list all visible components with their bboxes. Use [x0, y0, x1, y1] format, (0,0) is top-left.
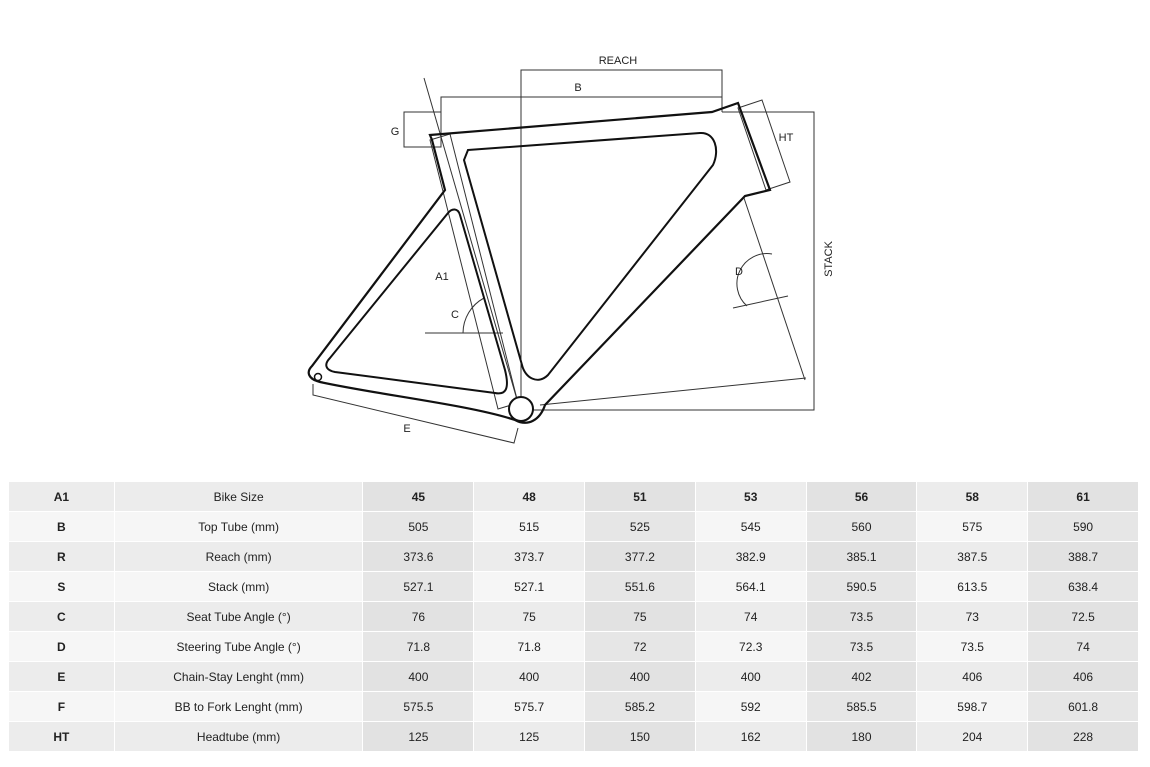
value-cell: 385.1 — [806, 542, 917, 572]
row-label-cell: Stack (mm) — [114, 572, 363, 602]
value-cell: 590 — [1028, 512, 1139, 542]
fork-axis — [744, 198, 805, 380]
c-label: C — [451, 309, 459, 321]
row-label-cell: Steering Tube Angle (°) — [114, 632, 363, 662]
value-cell: 73 — [917, 602, 1028, 632]
row-code-cell: S — [9, 572, 115, 602]
row-label-cell: Headtube (mm) — [114, 722, 363, 752]
row-code-cell: C — [9, 602, 115, 632]
value-cell: 527.1 — [474, 572, 585, 602]
value-cell: 598.7 — [917, 692, 1028, 722]
b-label: B — [574, 82, 582, 94]
a1-label: A1 — [435, 271, 449, 283]
row-label-cell: Chain-Stay Lenght (mm) — [114, 662, 363, 692]
row-label-cell: Top Tube (mm) — [114, 512, 363, 542]
value-cell: 150 — [585, 722, 696, 752]
row-code-cell: E — [9, 662, 115, 692]
size-cell: 58 — [917, 482, 1028, 512]
value-cell: 373.7 — [474, 542, 585, 572]
value-cell: 590.5 — [806, 572, 917, 602]
value-cell: 406 — [917, 662, 1028, 692]
value-cell: 373.6 — [363, 542, 474, 572]
value-cell: 402 — [806, 662, 917, 692]
value-cell: 73.5 — [806, 602, 917, 632]
table-row — [9, 602, 1139, 632]
value-cell: 73.5 — [806, 632, 917, 662]
value-cell: 74 — [695, 602, 806, 632]
row-code-cell: B — [9, 512, 115, 542]
value-cell: 575 — [917, 512, 1028, 542]
value-cell: 73.5 — [917, 632, 1028, 662]
bb-to-fork-line — [540, 378, 806, 405]
g-label: G — [390, 126, 400, 138]
header-label-cell: Bike Size — [114, 482, 363, 512]
table-row — [9, 722, 1139, 752]
value-cell: 400 — [695, 662, 806, 692]
value-cell: 228 — [1028, 722, 1139, 752]
table-row — [9, 632, 1139, 662]
value-cell: 638.4 — [1028, 572, 1139, 602]
seat-angle-arc — [463, 298, 484, 333]
value-cell: 382.9 — [695, 542, 806, 572]
geometry-table — [8, 481, 1139, 752]
value-cell: 505 — [363, 512, 474, 542]
table-row — [9, 662, 1139, 692]
table-row — [9, 692, 1139, 722]
row-code-cell: R — [9, 542, 115, 572]
value-cell: 75 — [585, 602, 696, 632]
geometry-table-body — [9, 482, 1139, 752]
bottom-bracket — [509, 397, 533, 421]
value-cell: 585.5 — [806, 692, 917, 722]
value-cell: 72.3 — [695, 632, 806, 662]
value-cell: 406 — [1028, 662, 1139, 692]
value-cell: 125 — [363, 722, 474, 752]
steer-angle-arc — [737, 254, 772, 306]
value-cell: 592 — [695, 692, 806, 722]
value-cell: 564.1 — [695, 572, 806, 602]
header-code-cell: A1 — [9, 482, 115, 512]
row-code-cell: F — [9, 692, 115, 722]
value-cell: 180 — [806, 722, 917, 752]
value-cell: 377.2 — [585, 542, 696, 572]
row-label-cell: BB to Fork Lenght (mm) — [114, 692, 363, 722]
value-cell: 388.7 — [1028, 542, 1139, 572]
value-cell: 613.5 — [917, 572, 1028, 602]
value-cell: 76 — [363, 602, 474, 632]
value-cell: 601.8 — [1028, 692, 1139, 722]
row-label-cell: Reach (mm) — [114, 542, 363, 572]
d-label: D — [735, 266, 743, 278]
size-cell: 61 — [1028, 482, 1139, 512]
value-cell: 575.7 — [474, 692, 585, 722]
row-code-cell: HT — [9, 722, 115, 752]
value-cell: 400 — [474, 662, 585, 692]
value-cell: 125 — [474, 722, 585, 752]
value-cell: 551.6 — [585, 572, 696, 602]
size-cell: 48 — [474, 482, 585, 512]
ht-label: HT — [778, 132, 794, 144]
row-code-cell: D — [9, 632, 115, 662]
size-cell: 56 — [806, 482, 917, 512]
value-cell: 71.8 — [363, 632, 474, 662]
stack-dimension-lines — [521, 112, 814, 410]
value-cell: 527.1 — [363, 572, 474, 602]
row-label-cell: Seat Tube Angle (°) — [114, 602, 363, 632]
size-cell: 53 — [695, 482, 806, 512]
table-row — [9, 572, 1139, 602]
value-cell: 74 — [1028, 632, 1139, 662]
value-cell: 585.2 — [585, 692, 696, 722]
table-row — [9, 512, 1139, 542]
front-triangle-inner — [464, 133, 716, 380]
size-cell: 51 — [585, 482, 696, 512]
table-header-row — [9, 482, 1139, 512]
value-cell: 525 — [585, 512, 696, 542]
value-cell: 72 — [585, 632, 696, 662]
value-cell: 71.8 — [474, 632, 585, 662]
value-cell: 575.5 — [363, 692, 474, 722]
value-cell: 204 — [917, 722, 1028, 752]
reach-label: REACH — [598, 55, 638, 67]
frame-outline — [309, 103, 770, 423]
value-cell: 162 — [695, 722, 806, 752]
value-cell: 387.5 — [917, 542, 1028, 572]
value-cell: 400 — [363, 662, 474, 692]
e-label: E — [403, 423, 411, 435]
value-cell: 515 — [474, 512, 585, 542]
value-cell: 560 — [806, 512, 917, 542]
rear-dropout — [315, 374, 322, 381]
table-row — [9, 542, 1139, 572]
rear-triangle-inner — [326, 209, 507, 393]
value-cell: 400 — [585, 662, 696, 692]
stack-label: STACK — [823, 241, 835, 277]
value-cell: 72.5 — [1028, 602, 1139, 632]
size-cell: 45 — [363, 482, 474, 512]
value-cell: 545 — [695, 512, 806, 542]
value-cell: 75 — [474, 602, 585, 632]
